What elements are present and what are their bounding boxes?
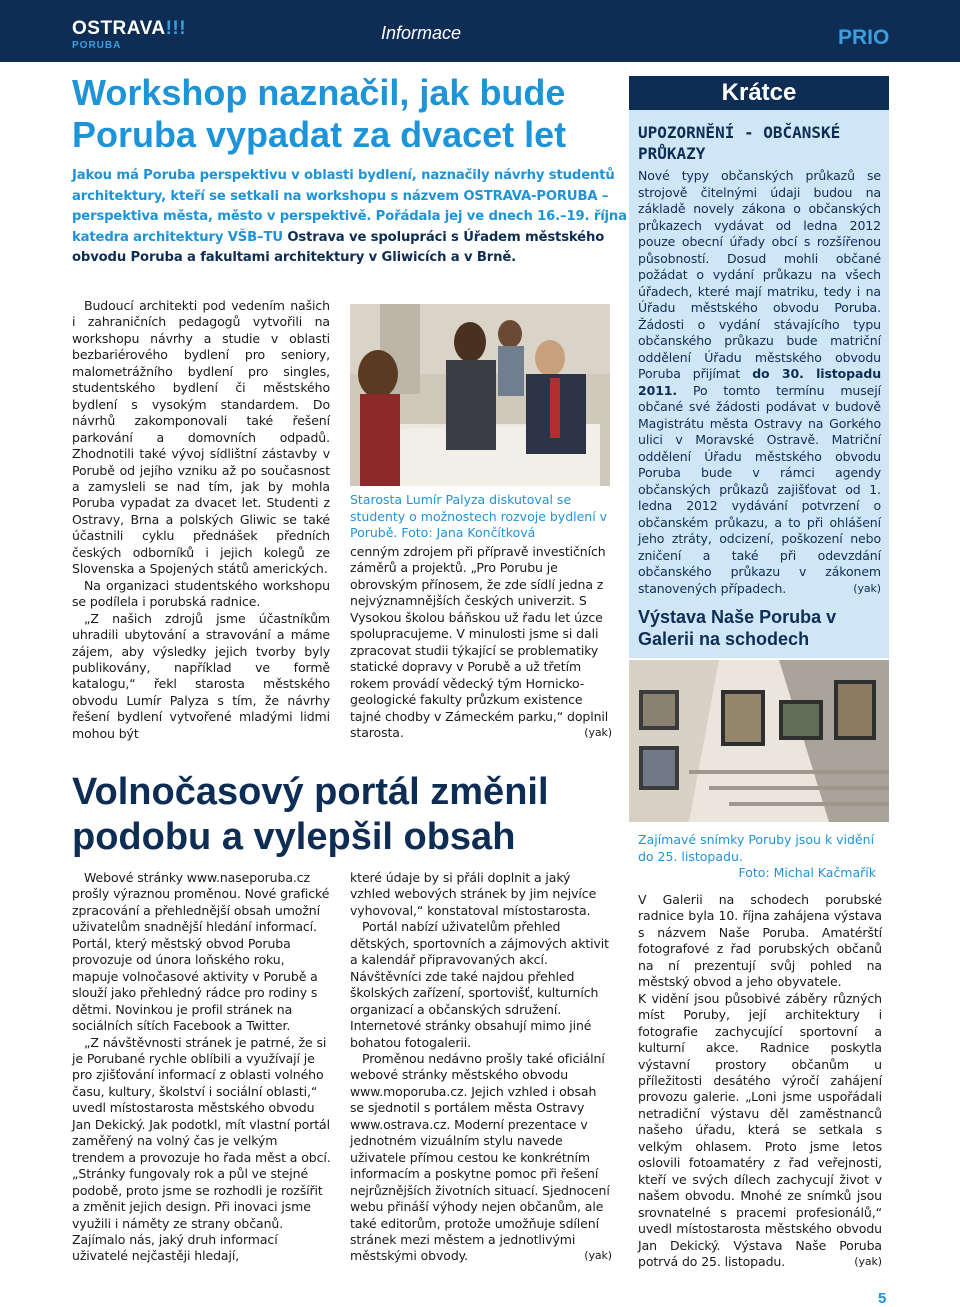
workshop-photo-caption: Starosta Lumír Palyza diskutoval se studenty o možnostech rozvoje bydlení v Porubě. Foto: Jana Končítková	[350, 492, 608, 540]
notice-deadline: do 30. listopadu 2011.	[638, 366, 881, 398]
paragraph: K vidění jsou působivé záběry různých míst Poruby, její architektury i fotografie zachycující sportovní a kulturní akce. Radnice poskytla výstavní prostory občanům u příležitosti desátého výročí zahájení provozu galerie. „Loni jsme uspořádali netradiční výstavu děl zaměstnanců našeho úřadu, která se setkala s velkým ohlasem. Proto jsme letos oslovili fotoamatéry z řad veřejnosti, kteří ve svých dílech zachycují život v našem obvodu. Mnohé ze snímků jsou srovnatelné s pracemi profesionálů,“ uvedl místostarosta městského obvodu Jan Dekický. Výstava Naše Poruba potrvá do 25. listopadu. (yak)	[638, 990, 882, 1269]
author-signature: (yak)	[584, 1249, 612, 1263]
paragraph: Na organizaci studentského workshopu se podílela i porubská radnice.	[72, 577, 330, 610]
sidebar-header: Krátce	[629, 76, 889, 110]
author-signature: (yak)	[584, 725, 612, 739]
article1-column-left	[72, 298, 330, 742]
workshop-photo	[350, 304, 610, 486]
author-signature: (yak)	[854, 1254, 882, 1268]
notice-title: UPOZORNĚNÍ - OBČANSKÉ PRŮKAZY	[638, 123, 841, 163]
exhibit-title: Výstava Naše Poruba v Galerii na schodech	[638, 607, 837, 649]
paragraph: které údaje by si přáli doplnit a jaký vzhled webových stránek by jim nejvíce vyhovoval,“ konstatoval místostarosta.	[350, 870, 597, 918]
gallery-photo-caption: Zajímavé snímky Poruby jsou k vidění do 25. listopadu. Foto: Michal Kačmařík	[638, 832, 876, 880]
page-number: 5	[878, 1290, 887, 1307]
logo-subtitle: PORUBA	[72, 40, 122, 51]
workshop-photo-image	[350, 304, 610, 486]
article1-headline: Workshop naznačil, jak bude Poruba vypadat za dvacet let	[72, 72, 567, 155]
paragraph: „Z návštěvnosti stránek je patrné, že si je Porubané rychle oblíbili a využívají je pro zjišťování informací z oblasti volného času, kultury, školství i sociální oblasti,“ uvedl místostarosta městského obvodu Jan Dekický. Jak podotkl, mít vlastní portál zaměřený na volný čas je velkým trendem a provozuje ho řada měst a obcí. „Stránky fungovaly rok a půl ve stejné podobě, proto jsme se rozhodli je rozšířit a změnit jejich design. Při inovaci jsme využili i náměty ze strany občanů. Zajímalo nás, jaký druh informací uživatelé nejčastěji hledají,	[72, 1034, 331, 1264]
article2-column-left	[72, 870, 332, 1265]
paragraph: Webové stránky www.naseporuba.cz prošly výraznou proměnou. Nové grafické zpracování a přehlednější obsah umožní uživatelům snadnější hledání informací. Portál, který městský obvod Poruba provozuje od února loňského roku, mapuje volnočasové aktivity v Porubě a slouží jako přehledný rádce pro rodiny s dětmi. Novinkou je profil stránek na sociálních sítích Facebook a Twitter.	[72, 870, 330, 1034]
paragraph: V Galerii na schodech porubské radnice byla 10. října zahájena výstava s názvem Naše Poruba. Amatérští fotografové z řad porubských občanů na ní prezentují svůj pohled na městský obvod a jeho obyvatele.	[638, 892, 882, 990]
article1-column-middle	[350, 544, 612, 741]
section-label: Informace	[381, 23, 462, 43]
logo: OSTRAVA!!!	[72, 18, 187, 39]
paragraph: Proměnou nedávno prošly také oficiální webové stránky městského obvodu www.moporuba.cz. Jejich vzhled i obsah se sjednotil s portálem města Ostravy www.ostrava.cz. Moderní prezentace v jednotném vizuálním stylu navede uživatele přímou cestou ke konkrétním informacím a poskytne pomoc při řešení nejrůznějších životních situací. Sjednocení webu přináší výhody nejen občanům, ale také editorům, protože umožňuje sdílení stránek mezi městem a jednotlivými městskými obvody. (yak)	[350, 1050, 612, 1264]
article1-lead: Jakou má Poruba perspektivu v oblasti bydlení, naznačily návrhy studentů architektury, kteří se setkali na workshopu s názvem OSTRAVA-PORUBA – perspektiva města, město v perspektivě. Pořádala jej ve dnech 16.–19. října katedra architektury VŠB–TU Ostrava ve spolupráci s Úřadem městského obvodu Poruba a fakultami architektury v Gliwicích a v Brně.	[72, 168, 627, 266]
gallery-photo-image	[629, 660, 889, 822]
paragraph: cenným zdrojem při přípravě investičních záměrů a projektů. „Pro Porubu je obrovským přínosem, že zde sídlí jedna z nejvýznamnějších českých univerzit. S Vysokou školou báňskou už řadu let úzce spolupracujeme. V minulosti jsme si dali zpracovat studii týkající se problematiky statické dopravy v Porubě a už třetím rokem provádí vědecký tým Hornicko-geologické fakulty průzkum existence tajné chodby v Zámeckém parku,“ doplnil starosta.	[350, 544, 609, 740]
author-signature: (yak)	[853, 581, 881, 595]
gallery-photo	[629, 660, 889, 822]
exhibit-text	[638, 892, 882, 1270]
notice-text: Nové typy občanských průkazů se strojově čitelnými údaji budou na základě novely zákona o občanských průkazech vydávat od ledna 2012 pouze obecní úřady obcí s rozšířenou působností. Dosud mohli občané požádat o vydání průkazu na všech úřadech, které mají matriku, tedy i na Úřadu městského obvodu Poruba. Žádosti o vydání stávajícího typu občanského průkazu bude matriční oddělení Úřadu městského obvodu Poruba přijímat do 30. listopadu 2011. Po tomto termínu musejí občané své žádosti podávat v budově Magistrátu města Ostravy na Gorkého ulici v Moravské Ostravě. Matriční oddělení Úřadu městského obvodu Poruba bude v rámci agendy občanských průkazů zajišťovat od 1. ledna 2012 vydávání potvrzení o občanském průkazu, a to při ohlášení jeho ztráty, odcizení, poškození nebo zničení a také při odevzdání občanského průkazu v zákonem stanovených případech. (yak)	[638, 168, 881, 596]
article2-column-middle	[350, 870, 612, 1265]
paragraph: Portál nabízí uživatelům přehled dětských, sportovních a zájmových aktivit a kalendář připravovaných akcí. Návštěvníci zde také najdou přehled školských zařízení, sportovišť, kulturních organizací a občanských sdružení. Internetové stránky obsahují mimo jiné bohatou fotogalerii.	[350, 919, 609, 1050]
paragraph: „Z našich zdrojů jsme účastníkům uhradili ubytování a stravování a máme zájem, aby výsledky jejich tvorby byly publikovány, například ve formě katalogu,“ řekl starosta městského obvodu Lumír Palyza s tím, že návrhy řešení bydlení vytvořené mladými lidmi mohou být	[72, 610, 330, 741]
paragraph: Budoucí architekti pod vedením našich i zahraničních pedagogů vytvořili na workshopu návrhy a studie v oblasti bezbariérového bydlení pro seniory, malometrážního bydlení pro singles, studentského bydlení či městského bydlení s vysokým standardem. Do návrhů zakomponovali také řešení parkování a domovních odpadů. Zhodnotili také vývoj sídlištní zástavby v Porubě od jejího vzniku až po současnost a zamysleli se nad tím, jak by mohla Poruba vypadat za dvacet let. Studenti z Ostravy, Brna a polských Gliwic se také účastnili cyklu přednášek předních českých odborníků i jejich kolegů ze Slovenska a Spojených států amerických.	[72, 298, 330, 577]
brand-label: PRIO	[838, 26, 890, 49]
article2-headline: Volnočasový portál změnil podobu a vylepšil obsah	[72, 771, 549, 858]
header-bar	[0, 0, 960, 62]
